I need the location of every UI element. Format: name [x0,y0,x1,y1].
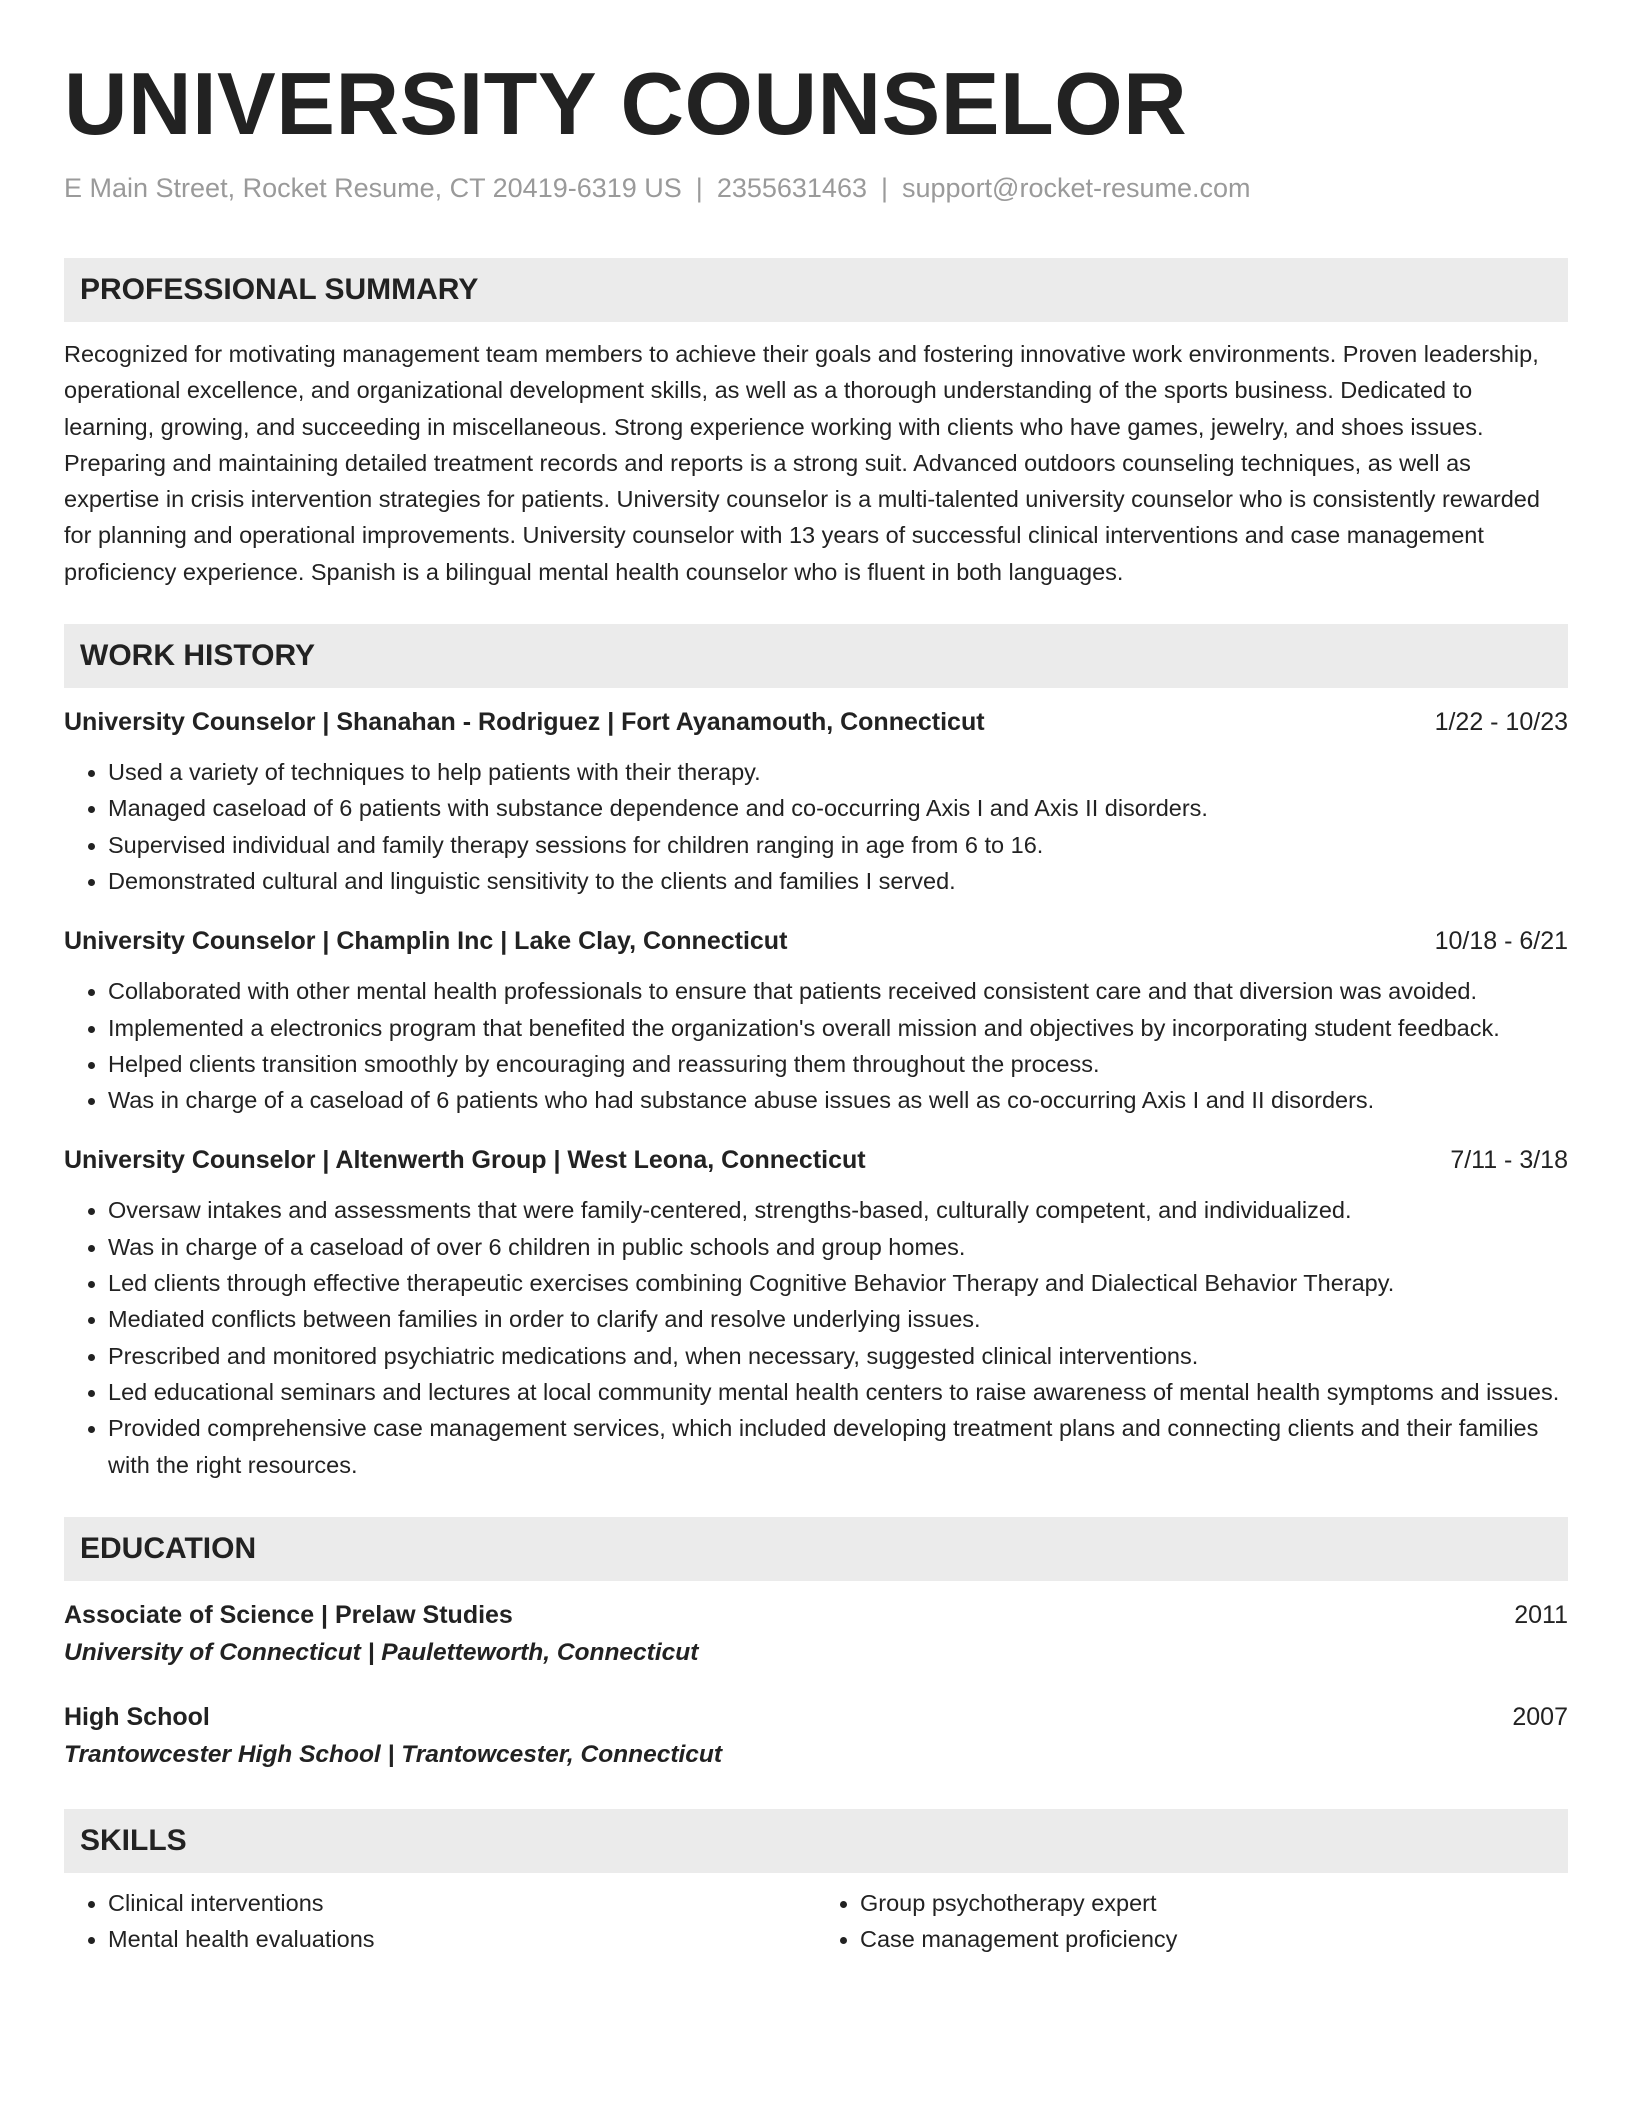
job-entry [64,923,1568,1118]
education-entry [64,1597,1568,1673]
skill-item: • Case management proficiency [860,1921,1568,1957]
education-institution: Trantowcester High School | Trantowcester, Connecticut [64,1740,723,1768]
skill-item: • Mental health evaluations [108,1921,816,1957]
job-bullet: • Demonstrated cultural and linguistic sensitivity to the clients and families I served. [108,863,1568,899]
job-title: University Counselor | Shanahan - Rodriguez | Fort Ayanamouth, Connecticut [64,708,985,737]
job-bullet: • Provided comprehensive case management services, which included developing treatment plans and connecting clients and their families with the right resources. [108,1410,1568,1483]
summary-text: Recognized for motivating management team members to achieve their goals and fostering innovative work environments. Proven leadership, operational excellence, and organizational development skills, as well as a thorough understanding of the sports business. Dedicated to learning, growing, and succeeding in miscellaneous. Strong experience working with clients who have games, jewelry, and shoes issues. Preparing and maintaining detailed treatment records and reports is a strong suit. Advanced outdoors counseling techniques, as well as expertise in crisis intervention strategies for patients. University counselor is a multi-talented university counselor who is consistently rewarded for planning and operational improvements. University counselor with 13 years of successful clinical interventions and case management proficiency experience. Spanish is a bilingual mental health counselor who is fluent in both languages. [64,341,1540,585]
contact-line [64,170,1568,206]
section-heading-education: EDUCATION [64,1517,1568,1581]
contact-address: E Main Street, Rocket Resume, CT 20419-6319 US [64,173,682,203]
job-bullet: • Prescribed and monitored psychiatric medications and, when necessary, suggested clinical interventions. [108,1338,1568,1374]
job-bullet: • Supervised individual and family therapy sessions for children ranging in age from 6 to 16. [108,827,1568,863]
job-entry [64,704,1568,899]
education-entry [64,1699,1568,1775]
skills-column-right [816,1885,1568,1958]
job-bullet: • Helped clients transition smoothly by encouraging and reassuring them throughout the process. [108,1046,1568,1082]
education-degree: Associate of Science | Prelaw Studies [64,1600,513,1629]
job-title: University Counselor | Altenwerth Group | West Leona, Connecticut [64,1146,866,1175]
job-bullet: • Managed caseload of 6 patients with substance dependence and co-occurring Axis I and Axis II disorders. [108,790,1568,826]
job-title: University Counselor | Champlin Inc | Lake Clay, Connecticut [64,927,788,956]
contact-separator: | [880,173,888,203]
job-bullets [64,1192,1568,1482]
skills-column-left [64,1885,816,1958]
skills-list [64,1873,1568,1958]
skill-item: • Clinical interventions [108,1885,816,1921]
job-bullet: • Led educational seminars and lectures at local community mental health centers to raise awareness of mental health symptoms and issues. [108,1374,1568,1410]
job-bullet: • Was in charge of a caseload of over 6 children in public schools and group homes. [108,1229,1568,1265]
job-bullet: • Oversaw intakes and assessments that were family-centered, strengths-based, culturally competent, and individualized. [108,1192,1568,1228]
candidate-name: UNIVERSITY COUNSELOR [64,54,1188,153]
job-dates: 1/22 - 10/23 [1434,708,1568,737]
section-heading-summary: PROFESSIONAL SUMMARY [64,258,1568,322]
education-institution: University of Connecticut | Pauletteworth, Connecticut [64,1638,699,1666]
job-dates: 7/11 - 3/18 [1450,1146,1568,1175]
job-bullet: • Implemented a electronics program that benefited the organization's overall mission and objectives by incorporating student feedback. [108,1010,1568,1046]
job-bullet: • Used a variety of techniques to help patients with their therapy. [108,754,1568,790]
job-dates: 10/18 - 6/21 [1434,927,1568,956]
job-bullets [64,973,1568,1118]
education-year: 2011 [1514,1600,1568,1629]
job-bullets [64,754,1568,899]
section-heading-work-history: WORK HISTORY [64,624,1568,688]
education-degree: High School [64,1702,210,1731]
education-year: 2007 [1512,1702,1568,1731]
contact-email: support@rocket-resume.com [902,173,1251,203]
section-heading-skills: SKILLS [64,1809,1568,1873]
job-bullet: • Collaborated with other mental health professionals to ensure that patients received consistent care and that diversion was avoided. [108,973,1568,1009]
skill-item: • Group psychotherapy expert [860,1885,1568,1921]
contact-separator: | [695,173,703,203]
job-entry [64,1142,1568,1482]
job-bullet: • Led clients through effective therapeutic exercises combining Cognitive Behavior Therapy and Dialectical Behavior Therapy. [108,1265,1568,1301]
contact-phone: 2355631463 [716,173,867,203]
job-bullet: • Was in charge of a caseload of 6 patients who had substance abuse issues as well as co-occurring Axis I and II disorders. [108,1082,1568,1118]
job-bullet: • Mediated conflicts between families in order to clarify and resolve underlying issues. [108,1301,1568,1337]
